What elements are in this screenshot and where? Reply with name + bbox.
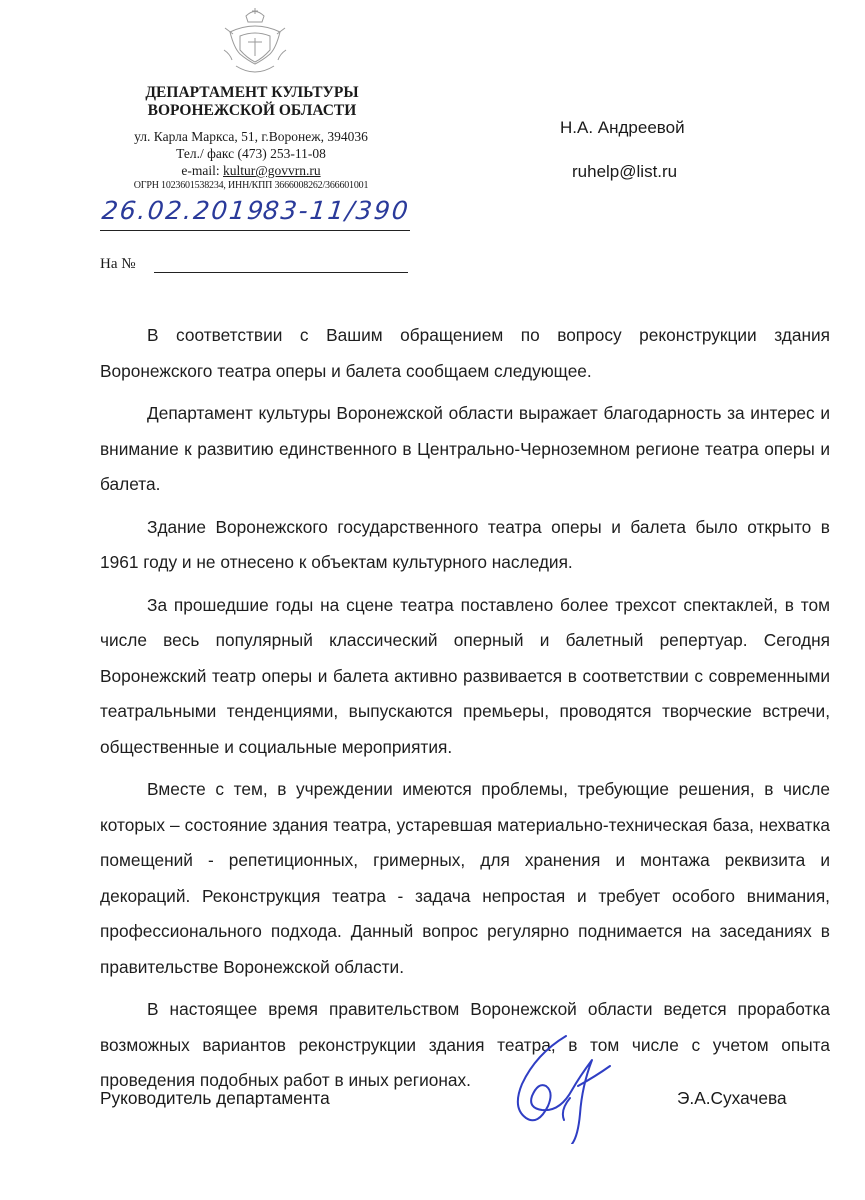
reference-label: На № xyxy=(100,256,136,272)
paragraph-4: За прошедшие годы на сцене театра поставлено более трехсот спектаклей, в том числе весь популярный классический оперный и балетный репертуар. Сегодня Воронежский театр оперы и балета активно развивается в соответствии с современными театральными тенденциями, выпускаются премьеры, проводятся творческие встречи, общественные и социальные мероприятия. xyxy=(100,594,830,757)
org-name-line2: ВОРОНЕЖСКОЙ ОБЛАСТИ xyxy=(147,102,357,119)
registration-underline xyxy=(100,230,410,231)
ogrn-inn: ОГРН 1023601538234, ИНН/КПП 3666008262/366601001 xyxy=(133,180,369,191)
phone-fax: Тел./ факс (473) 253-11-08 xyxy=(176,146,326,161)
email-line xyxy=(90,162,412,179)
recipient-name: Н.А. Андреевой xyxy=(560,118,685,137)
signer-title: Руководитель департамента xyxy=(100,1088,330,1108)
paragraph-5: Вместе с тем, в учреждении имеются проблемы, требующие решения, в числе которых – состояние здания театра, устаревшая материально-техническая база, нехватка помещений - репетиционных, гримерных, для хранения и монтажа реквизита и декораций. Реконструкция театра - задача непростая и требует особого внимания, профессионального подхода. Данный вопрос регулярно поднимается на заседаниях в правительстве Воронежской области. xyxy=(100,779,830,977)
coat-of-arms-icon xyxy=(222,6,288,82)
reference-underline xyxy=(154,272,408,273)
letter-body xyxy=(100,318,830,1106)
paragraph-6: В настоящее время правительством Воронежской области ведется проработка возможных вариантов реконструкции здания театра, в том числе с учетом опыта проведения подобных работ в иных регионах. xyxy=(100,999,830,1090)
organization-name xyxy=(108,84,396,120)
paragraph-2: Департамент культуры Воронежской области выражает благодарность за интерес и внимание к развитию единственного в Центрально-Черноземном регионе театра оперы и балета. xyxy=(100,403,830,494)
handwritten-signature xyxy=(500,1028,630,1144)
handwritten-date: 26.02.2019 xyxy=(100,196,267,225)
address: ул. Карла Маркса, 51, г.Воронеж, 394036 xyxy=(134,129,368,144)
paragraph-1: В соответствии с Вашим обращением по вопросу реконструкции здания Воронежского театра оперы и балета сообщаем следующее. xyxy=(100,325,830,381)
signer-name: Э.А.Сухачева xyxy=(677,1088,787,1108)
org-name-line1: ДЕПАРТАМЕНТ КУЛЬТУРЫ xyxy=(145,84,359,101)
email-link[interactable]: kultur@govvrn.ru xyxy=(223,163,321,178)
recipient-email: ruhelp@list.ru xyxy=(572,162,678,181)
email-label: e-mail: xyxy=(181,163,224,178)
contact-block xyxy=(90,128,412,193)
paragraph-3: Здание Воронежского государственного театра оперы и балета было открыто в 1961 году и не отнесено к объектам культурного наследия. xyxy=(100,516,830,572)
handwritten-reg-number: 83-11/390 xyxy=(261,196,412,225)
